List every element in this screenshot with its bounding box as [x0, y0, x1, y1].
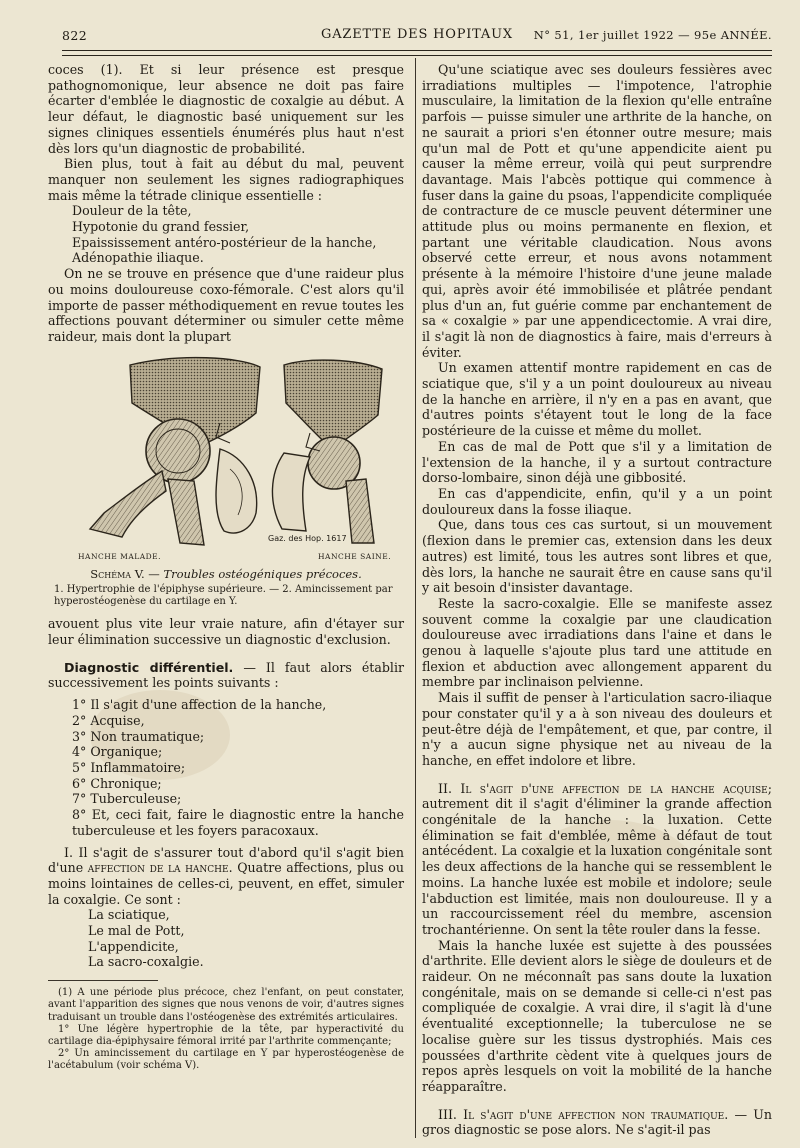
paragraph: coces (1). Et si leur présence est presque pathognomonique, leur absence ne doit pas faire écarter d'emblée le diagnostic de coxalgie au début. A leur défaut, le diagnostic basé uniquement sur les signes cliniques essentiels énumérés plus haut n'est dès lors qu'un diagnostic de probabilité. [48, 62, 404, 156]
section-number: II. [438, 780, 452, 796]
left-column [48, 62, 404, 1073]
issue-info: N° 51, 1er juillet 1922 — 95e ANNÉE. [533, 28, 772, 42]
paragraph: avouent plus vite leur vraie nature, afin d'étayer sur leur élimination successive un diagnostic d'exclusion. [48, 616, 404, 648]
paragraph: Mais la hanche luxée est sujette à des poussées d'arthrite. Elle devient alors le siège de douleurs et de raideur. On ne méconnaît pas sans doute la luxation congénitale, mais on se demande si celle-ci n'est pas compliquée de coxalgie. A vrai dire, il s'agit là d'une éventualité exceptionnelle; la tuberculose ne se localise guère sur les tissus dystrophiés. Mais ces poussées d'arthrite cèdent vite à quelques jours de repos après lesquels on voit la mobilité de la hanche réapparaître. [422, 937, 772, 1094]
list-item: 4° Organique; [72, 744, 163, 760]
list-item: 2° Acquise, [72, 712, 145, 728]
column-divider [415, 58, 416, 1138]
paragraph: En cas d'appendicite, enfin, qu'il y a un point douloureux dans la fosse iliaque. [422, 485, 772, 517]
paragraph-text: — Un gros diagnostic se pose alors. Ne s'agit-il pas [422, 1106, 772, 1138]
section-heading: Diagnostic différentiel. [64, 659, 234, 675]
footnote-rule [48, 980, 158, 981]
list-item: 3° Non traumatique; [72, 728, 205, 744]
figure-caption [48, 567, 404, 583]
list-item: La sacro-coxalgie. [88, 954, 204, 970]
caption-title: Troubles ostéogéniques précoces. [163, 566, 362, 581]
paragraph-text: autrement dit il s'agit d'éliminer la grande affection congénitale de la hanche : la luxation. Cette élimination se fait d'emblée, même à défaut de tout antécédent. La coxalgie et la luxation congénitale sont les deux affections de la hanche qui se ressemblent le moins. La hanche luxée est mobile et indolore; seule l'abduction est limitée, mais non douloureuse. Il y a un raccourcissement réel du membre, ascension trochantérienne. On sent la tête rouler dans la fesse. [422, 796, 772, 937]
paragraph: Reste la sacro-coxalgie. Elle se manifeste assez souvent comme la coxalgie par une claudication douloureuse avec irradiations dans l'aine et dans le genou à laquelle s'ajoute plus tard une attitude en flexion et abduction avec allongement apparent du membre par inclinaison pelvienne. [422, 595, 772, 690]
paragraph-text: — Il faut alors établir successivement les points suivants : [48, 659, 404, 691]
list-item: Le mal de Pott, [88, 923, 185, 939]
list-item: Adénopathie iliaque. [72, 250, 204, 266]
label-hanche-malade: HANCHE MALADE. [78, 551, 162, 561]
page-number: 822 [62, 28, 88, 43]
hip-schematic-figure [70, 353, 400, 563]
paragraph: Mais il suffit de penser à l'articulation sacro-iliaque pour constater qu'il y a à son niveau des douleurs et peut-être déjà de l'empâtement, et que, par contre, il n'y a aucun signe physique net au niveau de la hanche, en effet indolore et libre. [422, 690, 772, 768]
list-item: 5° Inflammatoire; [72, 759, 186, 775]
right-column [422, 62, 772, 1138]
list-item: Epaississement antéro-postérieur de la hanche, [72, 234, 377, 250]
paragraph: Que, dans tous ces cas surtout, si un mouvement (flexion dans le premier cas, extension dans les deux autres) est limité, tous les autres sont libres et que, dès lors, la hanche ne saurait être en cause sans qu'il y ait besoin d'insister davantage. [422, 517, 772, 596]
section-paragraph [422, 1107, 772, 1138]
list-item: 8° Et, ceci fait, faire le diagnostic entre la hanche tuberculeuse et les foyers paracoxaux. [72, 807, 404, 838]
section-paragraph [422, 781, 772, 938]
tetrade-list [48, 203, 404, 266]
list-item: 7° Tuberculeuse; [72, 791, 182, 807]
diagnostic-points-list [48, 697, 404, 838]
list-item: 6° Chronique; [72, 775, 162, 791]
caption-prefix: Schéma V. — [90, 566, 160, 581]
paragraph-text: Quatre affections, plus ou moins lointaines de celles-ci, peuvent, en effet, simuler la coxalgie. Ce sont : [48, 860, 404, 907]
label-hanche-saine: HANCHE SAINE. [318, 551, 392, 561]
header-rule [62, 50, 772, 51]
footnote: 2° Un amincissement du cartilage en Y par hyperostéogenèse de l'acétabulum (voir schéma V). [48, 1048, 404, 1072]
header-rule-thin [62, 55, 772, 56]
list-item: Douleur de la tête, [72, 203, 192, 219]
list-item: L'appendicite, [88, 938, 179, 954]
footnote: (1) A une période plus précoce, chez l'enfant, on peut constater, avant l'apparition des signes que nous venons de voir, d'autres signes traduisant un trouble dans l'ostéogenèse des extrémités articulaires. [48, 987, 404, 1023]
paragraph: Bien plus, tout à fait au début du mal, peuvent manquer non seulement les signes radiographiques mais même la tétrade clinique essentielle : [48, 156, 404, 203]
list-item: 1° Il s'agit d'une affection de la hanche, [72, 697, 327, 713]
section-keyword: Il s'agit d'une affection de la hanche acquise; [460, 780, 772, 796]
diagnostic-paragraph [48, 660, 404, 691]
paragraph: Un examen attentif montre rapidement en cas de sciatique que, s'il y a un point douloureux au niveau de la hanche en arrière, il n'y en a pas en avant, que d'autres points s'étayent tout le long de la face postérieure de la cuisse et même du mollet. [422, 360, 772, 439]
running-header [62, 24, 772, 46]
paragraph-text: I. Il s'agit de s'assurer tout d'abord qu'il s'agit bien d'une [48, 844, 404, 876]
journal-title: GAZETTE DES HOPITAUX [321, 27, 513, 42]
paragraph: En cas de mal de Pott que s'il y a limitation de l'extension de la hanche, il y a surtout contracture dorso-lombaire, sinon déjà une gibbosité. [422, 438, 772, 486]
figure-notes: 1. Hypertrophie de l'épiphyse supérieure. — 2. Amincissement par hyperostéogenèse du cartilage en Y. [54, 584, 393, 608]
section-paragraph [48, 845, 404, 908]
list-item: La sciatique, [88, 907, 170, 923]
hip-bones-illustration [70, 353, 400, 549]
section-keyword: affection de la hanche. [87, 860, 233, 876]
section-number: III. [438, 1106, 457, 1122]
paragraph: Qu'une sciatique avec ses douleurs fessières avec irradiations multiples — l'impotence, l'atrophie musculaire, la limitation de la flexion qu'elle entraîne parfois — puisse simuler une arthrite de la hanche, on ne saurait a priori s'en étonner outre mesure; mais qu'un mal de Pott et qu'une appendicite aient pu causer la même erreur, voilà qui peut surprendre davantage. Mais l'abcès pottique qui commence à fuser dans la gaine du psoas, l'appendicite compliquée de contracture de ce muscle peuvent déterminer une attitude plus ou moins permanente en flexion, et partant une véritable claudication. Nous avons observé cette erreur, et nous avons notamment présente à la mémoire l'histoire d'une jeune malade qui, après avoir été immobilisée et plâtrée pendant plus d'un an, fut guérie comme par enchantement de sa « coxalgie » par une appendicectomie. A vrai dire, il s'agit là non de diagnostics à faire, mais d'erreurs à éviter. [422, 62, 772, 360]
list-item: Hypotonie du grand fessier, [72, 219, 250, 235]
figure-credit: Gaz. des Hop. 1617 [268, 533, 347, 543]
footnotes [48, 987, 404, 1072]
footnote: 1° Une légère hypertrophie de la tête, par hyperactivité du cartilage dia-épiphysaire fémoral irrité par l'arthrite commençante; [48, 1023, 404, 1047]
section-keyword: Il s'agit d'une affection non traumatique. [463, 1106, 729, 1122]
simulators-list [48, 907, 404, 970]
paragraph: On ne se trouve en présence que d'une raideur plus ou moins douloureuse coxo-fémorale. C'est alors qu'il importe de passer méthodiquement en revue toutes les affections pouvant déterminer ou simuler cette même raideur, mais dont la plupart [48, 266, 404, 344]
